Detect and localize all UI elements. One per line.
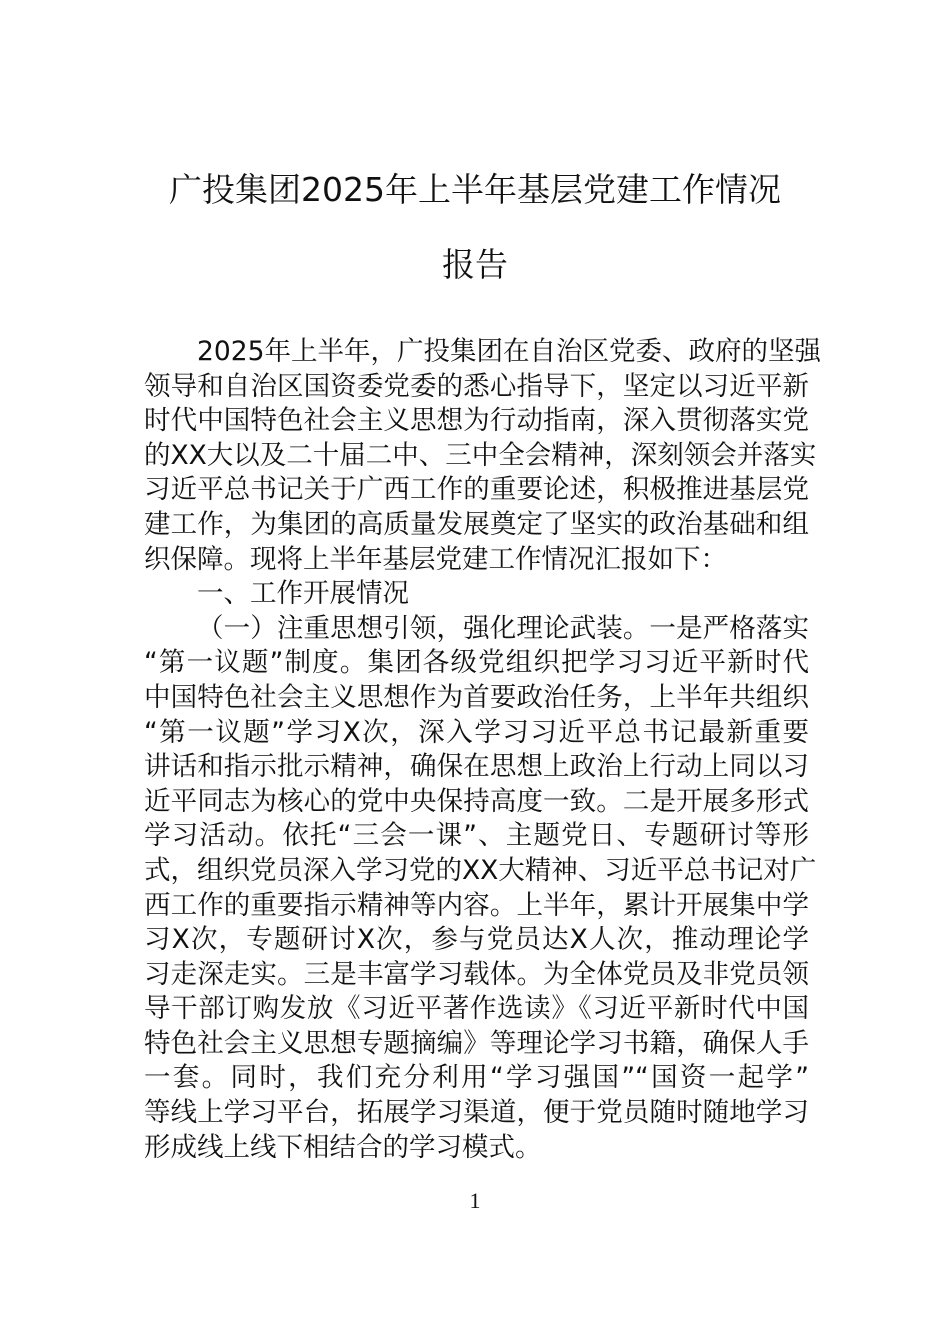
paragraph-line: 习近平总书记关于广西工作的重要论述，积极推进基层党 [144, 474, 809, 506]
paragraph-line: 西工作的重要指示精神等内容。上半年，累计开展集中学 [144, 889, 809, 921]
paragraph-line: 习走深走实。三是丰富学习载体。为全体党员及非党员领 [144, 958, 809, 990]
paragraph-line: 学习活动。依托“三会一课”、主题党日、专题研讨等形 [144, 820, 809, 852]
paragraph-line: 形成线上线下相结合的学习模式。 [144, 1131, 542, 1163]
paragraph-line: 中国特色社会主义思想作为首要政治任务，上半年共组织 [144, 681, 809, 713]
paragraph-line: “第一议题”学习X次，深入学习习近平总书记最新重要 [144, 716, 809, 748]
intro-paragraph [144, 335, 821, 577]
paragraph-line: 一套。同时，我们充分利用“学习强国”“国资一起学” [144, 1062, 809, 1094]
document-title-line-2 [140, 243, 810, 287]
document-body [144, 335, 821, 1165]
subsection-1-paragraph [144, 612, 817, 1166]
paragraph-line: 导干部订购发放《习近平著作选读》《习近平新时代中国 [144, 993, 809, 1025]
paragraph-line: 织保障。现将上半年基层党建工作情况汇报如下： [144, 543, 727, 575]
title-text: 报告 [442, 245, 508, 284]
paragraph-line: 的XX大以及二十届二中、三中全会精神，深刻领会并落实 [144, 439, 817, 471]
paragraph-line: 领导和自治区国资委党委的悉心指导下，坚定以习近平新 [144, 370, 809, 402]
paragraph-line: 2025年上半年，广投集团在自治区党委、政府的坚强 [197, 336, 821, 367]
paragraph-line: 建工作，为集团的高质量发展奠定了坚实的政治基础和组 [144, 508, 809, 540]
paragraph-line: 讲话和指示批示精神，确保在思想上政治上行动上同以习 [144, 751, 809, 783]
section-heading-text: 一、工作开展情况 [197, 578, 409, 610]
page-number: 1 [469, 1188, 481, 1213]
section-heading-1 [144, 577, 809, 612]
paragraph-line: （一）注重思想引领，强化理论武装。一是严格落实 [197, 612, 809, 644]
paragraph-line: 等线上学习平台，拓展学习渠道，便于党员随时随地学习 [144, 1097, 809, 1129]
paragraph-line: “第一议题”制度。集团各级党组织把学习习近平新时代 [144, 647, 809, 679]
paragraph-line: 式，组织党员深入学习党的XX大精神、习近平总书记对广 [144, 854, 817, 886]
paragraph-line: 特色社会主义思想专题摘编》等理论学习书籍，确保人手 [144, 1027, 809, 1059]
paragraph-line: 近平同志为核心的党中央保持高度一致。二是开展多形式 [144, 785, 809, 817]
paragraph-line: 习X次，专题研讨X次，参与党员达X人次，推动理论学 [144, 924, 809, 956]
document-title-line-1 [140, 168, 810, 212]
title-text: 广投集团2025年上半年基层党建工作情况 [169, 170, 781, 209]
paragraph-line: 时代中国特色社会主义思想为行动指南，深入贯彻落实党 [144, 405, 809, 437]
